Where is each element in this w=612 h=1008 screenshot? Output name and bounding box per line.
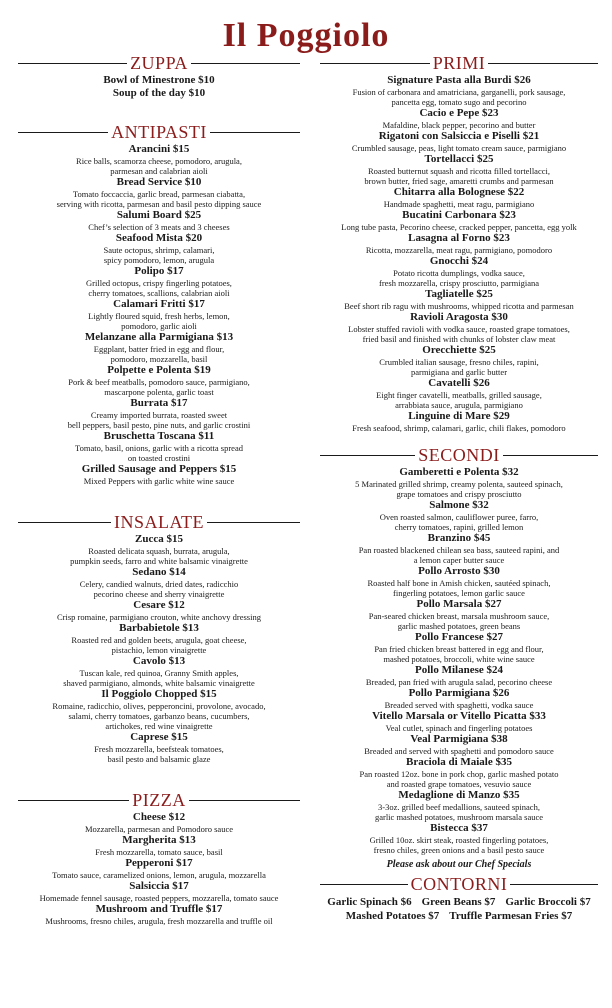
item-description: Tomato, basil, onions, garlic with a ricotta spread on toasted crostini (75, 443, 243, 463)
menu-item (320, 733, 598, 756)
item-description: Ricotta, mozzarella, meat ragu, parmigiano, pomodoro (365, 245, 553, 255)
item-description: Pan fried chicken breast battered in egg and flour, mashed potatoes, broccoli, white wine sauce (374, 644, 544, 664)
zuppa-title: ZUPPA (130, 53, 188, 73)
chef-specials-note: Please ask about our Chef Specials (386, 859, 532, 870)
menu-item (320, 466, 598, 499)
menu-item (320, 255, 598, 288)
heading-rule (18, 63, 127, 64)
heading-rule (320, 63, 430, 64)
zuppa-heading (18, 53, 300, 73)
item-name: Gamberetti e Polenta $32 (399, 466, 519, 478)
contorni-title: CONTORNI (410, 874, 508, 894)
menu-item (320, 499, 598, 532)
item-name: Cavolo $13 (132, 655, 186, 667)
item-name: Pollo Milanese $24 (415, 664, 503, 676)
item-description: Breaded, pan fried with arugula salad, pecorino cheese (365, 677, 553, 687)
item-description: Celery, candied walnuts, dried dates, radicchio pecorino cheese and sherry vinaigrette (79, 579, 239, 599)
menu-item (320, 311, 598, 344)
menu-item (320, 789, 598, 822)
item-name: Orecchiette $25 (422, 344, 496, 356)
item-name: Barbabietole $13 (119, 622, 199, 634)
secondi-title: SECONDI (418, 445, 500, 465)
item-description: Grilled 10oz. skirt steak, roasted fingerling potatoes, fresno chiles, green onions and a basil pesto sauce (369, 835, 549, 855)
item-name: Arancini $15 (128, 143, 190, 155)
insalate-section (18, 512, 300, 764)
menu-item (320, 710, 598, 733)
item-description: Pan-seared chicken breast, marsala mushroom sauce, garlic mashed potatoes, green beans (368, 611, 550, 631)
item-name: Chitarra alla Bolognese $22 (393, 186, 525, 198)
menu-item (320, 687, 598, 710)
zuppa-section (18, 53, 300, 100)
right-column (320, 53, 598, 923)
contorni-heading (320, 874, 598, 894)
item-name: Cavatelli $26 (428, 377, 490, 389)
pizza-heading (18, 790, 300, 810)
menu-item (320, 410, 598, 433)
menu-item (320, 565, 598, 598)
menu-item (320, 107, 598, 130)
menu-item (18, 74, 300, 87)
primi-title: PRIMI (432, 53, 486, 73)
item-name: Grilled Sausage and Peppers $15 (81, 463, 237, 475)
heading-rule (320, 884, 408, 885)
item-name: Gnocchi $24 (429, 255, 489, 267)
secondi-heading (320, 445, 598, 465)
heading-rule (18, 800, 129, 801)
item-name: Branzino $45 (427, 532, 491, 544)
contorni-section (320, 874, 598, 923)
side-item: Garlic Broccoli $7 (505, 896, 591, 908)
menu-item (18, 599, 300, 622)
item-name: Ravioli Aragosta $30 (410, 311, 508, 323)
item-description: Handmade spaghetti, meat ragu, parmigiano (383, 199, 535, 209)
primi-section (320, 53, 598, 433)
item-description: Roasted red and golden beets, arugula, goat cheese, pistachio, lemon vinaigrette (71, 635, 247, 655)
item-name: Lasagna al Forno $23 (408, 232, 510, 244)
secondi-section (320, 445, 598, 872)
heading-rule (207, 522, 300, 523)
antipasti-section (18, 122, 300, 486)
menu-item (320, 344, 598, 377)
item-description: Tomato sauce, caramelized onions, lemon, arugula, mozzarella (52, 870, 266, 880)
item-description: Eight finger cavatelli, meatballs, grilled sausage, arrabbiata sauce, arugula, parmigiano (376, 390, 542, 410)
heading-rule (320, 455, 415, 456)
menu-item (18, 533, 300, 566)
menu-item (18, 298, 300, 331)
item-description: Mixed Peppers with garlic white wine sauce (83, 476, 235, 486)
item-name: Bruschetta Toscana $11 (103, 430, 215, 442)
antipasti-title: ANTIPASTI (111, 122, 207, 142)
menu-item (18, 265, 300, 298)
item-description: Tomato foccaccia, garlic bread, parmesan ciabatta, serving with ricotta, parmesan and basil pesto dipping sauce (56, 189, 262, 209)
item-description: Beef short rib ragu with mushrooms, whipped ricotta and parmesan (344, 301, 574, 311)
heading-rule (18, 132, 108, 133)
menu-item (18, 87, 300, 100)
menu-item (320, 822, 598, 855)
item-name: Veal Parmigiana $38 (410, 733, 508, 745)
item-name: Bucatini Carbonara $23 (402, 209, 516, 221)
item-description: Tuscan kale, red quinoa, Granny Smith apples, shaved parmigiano, almonds, white balsamic vinaigrette (63, 668, 255, 688)
item-description: Chef’s selection of 3 meats and 3 cheeses (88, 222, 230, 232)
side-item: Truffle Parmesan Fries $7 (449, 910, 573, 922)
item-description: Fresh mozzarella, beefsteak tomatoes, basil pesto and balsamic glaze (94, 744, 224, 764)
item-name: Polipo $17 (134, 265, 184, 277)
item-name: Pollo Marsala $27 (416, 598, 502, 610)
item-name: Il Poggiolo Chopped $15 (101, 688, 217, 700)
menu-item (320, 153, 598, 186)
item-name: Salumi Board $25 (116, 209, 202, 221)
item-description: 3-3oz. grilled beef medallions, sauteed spinach, garlic mashed potatoes, mushroom marsala sauce (374, 802, 544, 822)
item-description: Crisp romaine, parmigiano crouton, white anchovy dressing (57, 612, 261, 622)
item-name: Calamari Fritti $17 (113, 298, 205, 310)
item-description: Breaded served with spaghetti, vodka sauce (384, 700, 534, 710)
item-description: Pan roasted 12oz. bone in pork chop, garlic mashed potato and roasted grape tomatoes, vesuvio sauce (359, 769, 559, 789)
item-description: Pan roasted blackened chilean sea bass, sauteed rapini, and a lemon caper butter sauce (358, 545, 560, 565)
heading-rule (18, 522, 111, 523)
item-name: Sedano $14 (132, 566, 186, 578)
item-description: Veal cutlet, spinach and fingerling potatoes (385, 723, 533, 733)
item-name: Margherita $13 (122, 834, 196, 846)
insalate-heading (18, 512, 300, 532)
item-description: Fresh seafood, shrimp, calamari, garlic, chili flakes, pomodoro (352, 423, 566, 433)
heading-rule (488, 63, 598, 64)
item-description: Mafaldine, black pepper, pecorino and butter (382, 120, 536, 130)
item-description: Oven roasted salmon, cauliflower puree, farro, cherry tomatoes, rapini, grilled lemon (379, 512, 539, 532)
item-name: Tortellacci $25 (424, 153, 494, 165)
heading-rule (510, 884, 598, 885)
item-name: Mushroom and Truffle $17 (95, 903, 223, 915)
item-name: Bread Service $10 (116, 176, 202, 188)
menu-item (18, 430, 300, 463)
menu-item (18, 688, 300, 731)
item-name: Tagliatelle $25 (425, 288, 493, 300)
menu-item (320, 288, 598, 311)
menu-item (320, 664, 598, 687)
item-description: Eggplant, batter fried in egg and flour, pomodoro, mozzarella, basil (93, 344, 225, 364)
item-description: Long tube pasta, Pecorino cheese, cracked pepper, pancetta, egg yolk (341, 222, 577, 232)
item-description: Crumbled italian sausage, fresno chiles, rapini, parmigiana and garlic butter (379, 357, 539, 377)
menu-item (18, 209, 300, 232)
item-name: Polpette e Polenta $19 (107, 364, 211, 376)
menu-item (18, 232, 300, 265)
item-name: Vitello Marsala or Vitello Picatta $33 (372, 710, 546, 722)
item-description: Rice balls, scamorza cheese, pomodoro, arugula, parmesan and calabrian aioli (76, 156, 242, 176)
item-name: Signature Pasta alla Burdi $26 (387, 74, 531, 86)
menu-item (320, 631, 598, 664)
menu-item (18, 143, 300, 176)
left-column (18, 53, 300, 926)
item-description: Pork & beef meatballs, pomodoro sauce, parmigiano, mascarpone polenta, garlic toast (68, 377, 250, 397)
menu-item (18, 655, 300, 688)
item-name: Seafood Mista $20 (115, 232, 203, 244)
pizza-section (18, 790, 300, 926)
item-description: Saute octopus, shrimp, calamari, spicy pomodoro, lemon, arugula (103, 245, 215, 265)
item-description: Roasted delicata squash, burrata, arugula, pumpkin seeds, farro and white balsamic vinaigrette (70, 546, 248, 566)
item-description: Potato ricotta dumplings, vodka sauce, fresh mozzarella, crispy prosciutto, parmigiana (378, 268, 540, 288)
item-description: 5 Marinated grilled shrimp, creamy polenta, sauteed spinach, grape tomatoes and crispy prosciutto (355, 479, 563, 499)
item-name: Pollo Parmigiana $26 (408, 687, 510, 699)
item-name: Linguine di Mare $29 (408, 410, 510, 422)
menu-item (18, 857, 300, 880)
menu-item (18, 731, 300, 764)
antipasti-heading (18, 122, 300, 142)
menu-item (320, 130, 598, 153)
side-item: Mashed Potatoes $7 (345, 910, 440, 922)
restaurant-title: Il Poggiolo (222, 17, 390, 54)
item-description: Crumbled sausage, peas, light tomato cream sauce, parmigiano (351, 143, 567, 153)
item-description: Romaine, radicchio, olives, pepperoncini, provolone, avocado, salami, cherry tomatoes, garbanzo beans, cucumbers, artichokes, red wine vinaigrette (52, 701, 266, 731)
menu-item (320, 186, 598, 209)
menu-item (320, 232, 598, 255)
item-name: Melanzane alla Parmigiana $13 (84, 331, 234, 343)
item-name: Bowl of Minestrone $10 (103, 74, 215, 86)
item-name: Pepperoni $17 (125, 857, 193, 869)
item-name: Burrata $17 (130, 397, 188, 409)
item-name: Bistecca $37 (430, 822, 488, 834)
item-name: Cesare $12 (133, 599, 185, 611)
item-name: Braciola di Maiale $35 (405, 756, 512, 768)
menu-item (320, 74, 598, 107)
menu-item (320, 756, 598, 789)
menu-item (18, 176, 300, 209)
item-name: Rigatoni con Salsiccia e Piselli $21 (378, 130, 540, 142)
menu-item (18, 811, 300, 834)
item-name: Salsiccia $17 (129, 880, 189, 892)
item-name: Pollo Francese $27 (415, 631, 503, 643)
pizza-title: PIZZA (132, 790, 186, 810)
menu-item (18, 397, 300, 430)
item-description: Fusion of carbonara and amatriciana, garganelli, pork sausage, pancetta egg, tomato sugo and pecorino (352, 87, 566, 107)
heading-rule (189, 800, 300, 801)
item-name: Medaglione di Manzo $35 (398, 789, 520, 801)
primi-heading (320, 53, 598, 73)
item-name: Cacio e Pepe $23 (419, 107, 499, 119)
side-item: Green Beans $7 (421, 896, 496, 908)
item-name: Salmone $32 (429, 499, 489, 511)
item-name: Cheese $12 (132, 811, 186, 823)
menu-item (18, 463, 300, 486)
menu-item (18, 331, 300, 364)
item-description: Lobster stuffed ravioli with vodka sauce, roasted grape tomatoes, fried basil and finished with chunks of lobster claw meat (348, 324, 570, 344)
insalate-title: INSALATE (114, 512, 204, 532)
item-description: Homemade fennel sausage, roasted peppers, mozzarella, tomato sauce (39, 893, 279, 903)
heading-rule (210, 132, 300, 133)
menu-item (18, 364, 300, 397)
menu-item (320, 209, 598, 232)
item-description: Mushrooms, fresno chiles, arugula, fresh mozzarella and truffle oil (45, 916, 273, 926)
menu-item (320, 532, 598, 565)
menu-item (18, 622, 300, 655)
item-description: Breaded and served with spaghetti and pomodoro sauce (364, 746, 554, 756)
item-name: Caprese $15 (130, 731, 188, 743)
item-description: Roasted half bone in Amish chicken, sautéed spinach, fingerling potatoes, lemon garlic sauce (367, 578, 551, 598)
item-description: Fresh mozzarella, tomato sauce, basil (95, 847, 223, 857)
menu-item (320, 598, 598, 631)
item-description: Creamy imported burrata, roasted sweet bell peppers, basil pesto, pine nuts, and garlic crostini (67, 410, 251, 430)
item-name: Soup of the day $10 (112, 87, 206, 99)
item-description: Grilled octopus, crispy fingerling potatoes, cherry tomatoes, scallions, calabrian aioli (86, 278, 232, 298)
item-description: Roasted butternut squash and ricotta filled tortellacci, brown butter, fried sage, amaretti crumbs and parmesan (364, 166, 554, 186)
menu-item (18, 880, 300, 903)
menu-item (320, 377, 598, 410)
menu-item (18, 566, 300, 599)
heading-rule (503, 455, 598, 456)
contorni-line-1 (320, 895, 598, 909)
item-description: Lightly floured squid, fresh herbs, lemon, pomodoro, garlic aioli (88, 311, 230, 331)
contorni-line-2 (320, 909, 598, 923)
menu-item (18, 903, 300, 926)
item-name: Zucca $15 (135, 533, 183, 545)
item-name: Pollo Arrosto $30 (418, 565, 500, 577)
heading-rule (191, 63, 300, 64)
menu-item (18, 834, 300, 857)
item-description: Mozzarella, parmesan and Pomodoro sauce (85, 824, 233, 834)
side-item: Garlic Spinach $6 (327, 896, 412, 908)
